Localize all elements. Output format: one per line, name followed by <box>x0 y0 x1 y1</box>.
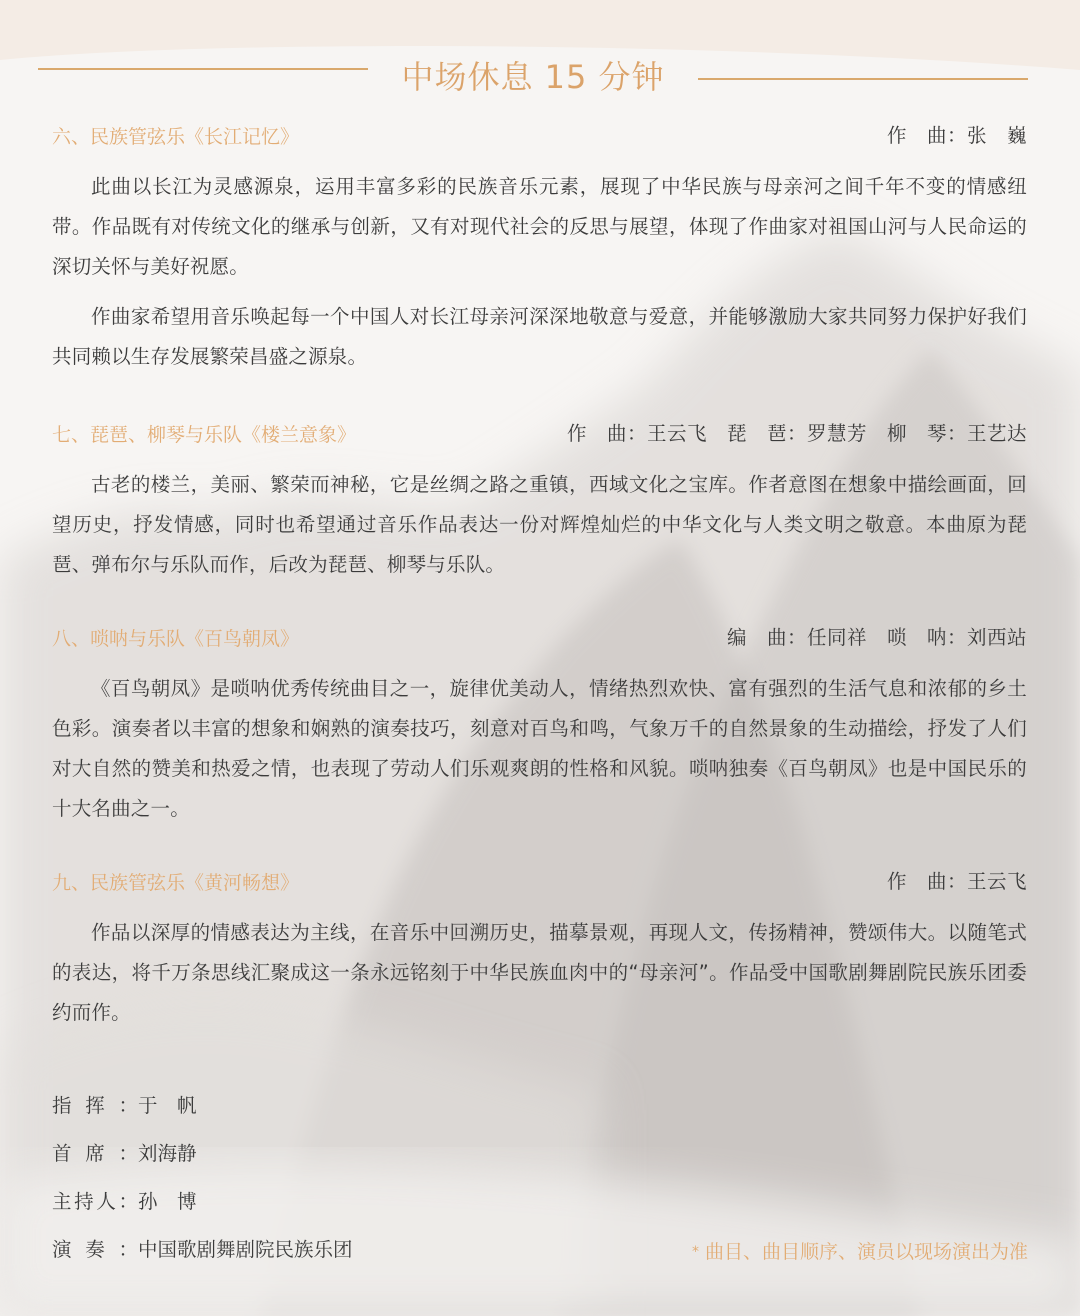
piece-description: 古老的楼兰，美丽、繁荣而神秘，它是丝绸之路之重镇，西域文化之宝库。作者意图在想象中描绘画面，回望历史，抒发情感，同时也希望通过音乐作品表达一份对辉煌灿烂的中华文化与人类文明之敬意。本曲原为琵琶、弹布尔与乐队而作，后改为琵琶、柳琴与乐队。 <box>52 473 1027 576</box>
staff-row-ensemble <box>52 1234 353 1262</box>
piece-title: 九、民族管弦乐《黄河畅想》 <box>52 872 300 894</box>
piece-credits: 作 曲：王云飞 琵 琶：罗慧芳 柳 琴：王艺达 <box>566 422 1027 445</box>
staff-value: 刘海静 <box>138 1142 197 1165</box>
piece-header <box>52 122 1027 152</box>
staff-value: 中国歌剧舞剧院民族乐团 <box>138 1238 353 1261</box>
piece-header <box>52 868 1027 898</box>
piece-header <box>52 624 1027 654</box>
piece-description: 《百鸟朝凤》是唢呐优秀传统曲目之一，旋律优美动人，情绪热烈欢快、富有强烈的生活气息和浓郁的乡土色彩。演奏者以丰富的想象和娴熟的演奏技巧，刻意对百鸟和鸣，气象万千的自然景象的生动描绘，抒发了人们对大自然的赞美和热爱之情，也表现了劳动人们乐观爽朗的性格和风貌。唢呐独奏《百鸟朝凤》也是中国民乐的十大名曲之一。 <box>52 677 1027 820</box>
program-piece <box>52 624 1027 829</box>
piece-title: 六、民族管弦乐《长江记忆》 <box>52 126 300 148</box>
staff-row-host <box>52 1186 197 1214</box>
piece-description: 作曲家希望用音乐唤起每一个中国人对长江母亲河深深地敬意与爱意，并能够激励大家共同努力保护好我们共同赖以生存发展繁荣昌盛之源泉。 <box>52 305 1027 368</box>
intermission-header <box>0 48 1080 98</box>
piece-credits: 作 曲：王云飞 <box>886 870 1027 893</box>
header-divider-left <box>38 68 368 70</box>
staff-value: 于 帆 <box>138 1094 197 1117</box>
staff-label: 演奏： <box>52 1238 138 1261</box>
program-piece <box>52 868 1027 1033</box>
intermission-title: 中场休息 15 分钟 <box>401 58 665 96</box>
piece-credits: 作 曲：张 巍 <box>886 124 1027 147</box>
piece-title: 七、琵琶、柳琴与乐队《楼兰意象》 <box>52 424 357 446</box>
staff-value: 孙 博 <box>138 1190 197 1213</box>
staff-row-conductor <box>52 1090 197 1118</box>
disclaimer-text: 曲目、曲目顺序、演员以现场演出为准 <box>704 1241 1028 1263</box>
piece-description: 此曲以长江为灵感源泉，运用丰富多彩的民族音乐元素，展现了中华民族与母亲河之间千年不变的情感纽带。作品既有对传统文化的继承与创新，又有对现代社会的反思与展望，体现了作曲家对祖国山河与人民命运的深切关怀与美好祝愿。 <box>52 175 1027 278</box>
header-divider-right <box>698 78 1028 80</box>
piece-title: 八、唢呐与乐队《百鸟朝凤》 <box>52 628 300 650</box>
program-disclaimer <box>692 1237 1028 1264</box>
program-piece <box>52 420 1027 585</box>
staff-label: 主持人： <box>52 1190 138 1213</box>
piece-header <box>52 420 1027 450</box>
staff-row-concertmaster <box>52 1138 197 1166</box>
asterisk-icon: * <box>691 1244 699 1260</box>
staff-label: 指挥： <box>52 1094 138 1117</box>
staff-label: 首席： <box>52 1142 138 1165</box>
piece-description: 作品以深厚的情感表达为主线，在音乐中回溯历史，描摹景观，再现人文，传扬精神，赞颂伟大。以随笔式的表达，将千万条思线汇聚成这一条永远铭刻于中华民族血肉中的“母亲河”。作品受中国歌剧舞剧院民族乐团委约而作。 <box>52 921 1027 1024</box>
program-piece <box>52 122 1027 377</box>
piece-credits: 编 曲：任同祥 唢 呐：刘西站 <box>726 626 1027 649</box>
